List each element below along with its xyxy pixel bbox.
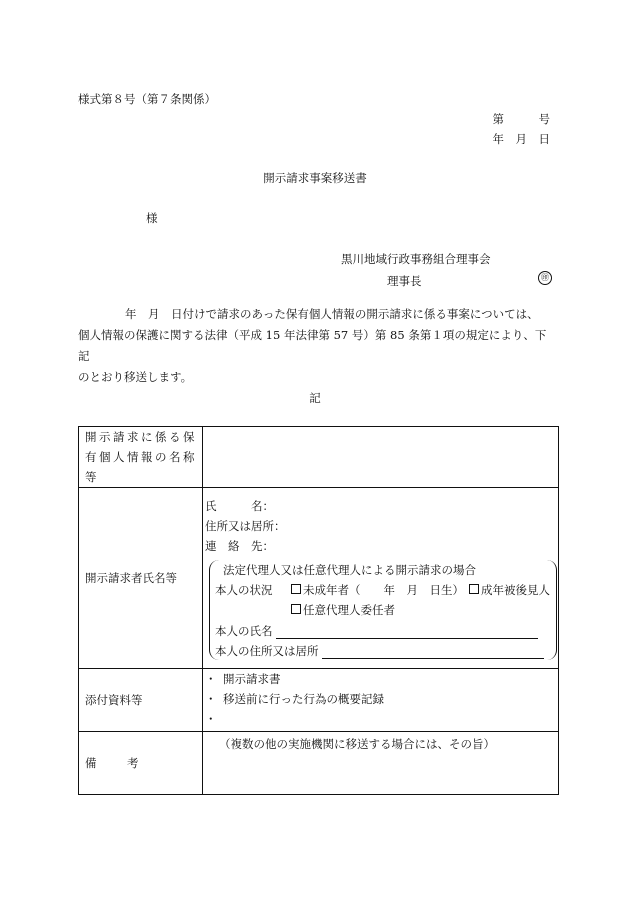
table-row	[79, 732, 559, 795]
document-date-line: 年 月 日	[492, 132, 550, 146]
adult-guardian-option[interactable]	[469, 582, 550, 598]
attachment-item-2: 移送前に行った行為の概要記録	[223, 692, 384, 706]
form-number: 様式第８号（第７条関係）	[78, 92, 216, 106]
principal-status-label: 本人の状況	[215, 583, 273, 597]
minor-option[interactable]	[291, 582, 464, 598]
remarks-label-1: 備	[85, 756, 97, 770]
adult-guardian-option-label: 成年被後見人	[481, 583, 550, 597]
principal-address-row	[215, 643, 544, 659]
remarks-label-2: 考	[127, 756, 139, 770]
table-row	[79, 488, 559, 669]
proxy-heading: 法定代理人又は任意代理人による開示請求の場合	[223, 563, 476, 577]
principal-name-field[interactable]	[276, 626, 538, 639]
document-title: 開示請求事案移送書	[263, 171, 367, 185]
name-label: 氏 名：	[205, 499, 274, 513]
bullet: ・	[205, 672, 217, 686]
principal-address-field[interactable]	[322, 646, 544, 659]
minor-option-label: 未成年者（ 年 月 日生）	[303, 583, 464, 597]
addressee: 様	[146, 211, 158, 225]
agent-option-label: 任意代理人委任者	[303, 603, 395, 617]
attachment-item-1: 開示請求書	[223, 672, 281, 686]
body-text	[78, 304, 552, 388]
agent-option[interactable]	[291, 602, 395, 618]
address-label: 住所又は居所：	[205, 519, 286, 533]
remarks-label	[79, 732, 203, 795]
adult-guardian-checkbox[interactable]	[469, 584, 479, 594]
principal-name-row	[215, 623, 538, 639]
personal-info-name-label: 開示請求に係る保有個人情報の名称等	[79, 427, 203, 488]
minor-checkbox[interactable]	[291, 584, 301, 594]
contact-label: 連 絡 先：	[205, 539, 274, 553]
seal-mark: ㊞	[538, 271, 552, 285]
remarks-note: （複数の他の実施機関に移送する場合には、その旨）	[219, 737, 495, 751]
requester-cell	[203, 488, 559, 669]
table-row	[79, 427, 559, 488]
document-number-line: 第 号	[492, 112, 550, 126]
principal-name-label: 本人の氏名	[215, 624, 273, 638]
attachments-cell	[203, 669, 559, 732]
attachments-label: 添付資料等	[79, 669, 203, 732]
sender-position: 理事長	[387, 274, 422, 288]
personal-info-name-field[interactable]	[203, 427, 559, 488]
bullet: ・	[205, 692, 217, 706]
attachment-item	[205, 711, 223, 727]
requester-label: 開示請求者氏名等	[79, 488, 203, 669]
sender-organization: 黒川地域行政事務組合理事会	[341, 252, 491, 266]
ki-heading: 記	[309, 391, 321, 405]
body-line-2: 個人情報の保護に関する法律（平成 15 年法律第 57 号）第 85 条第１項の規定により、下記	[78, 328, 547, 363]
agent-checkbox[interactable]	[291, 604, 301, 614]
bullet: ・	[205, 712, 217, 726]
principal-address-label: 本人の住所又は居所	[215, 644, 319, 658]
body-line-3: のとおり移送します。	[78, 370, 193, 384]
transfer-details-table	[78, 426, 559, 795]
body-line-1: 年 月 日付けで請求のあった保有個人情報の開示請求に係る事案については、	[125, 307, 539, 321]
attachment-item	[205, 691, 384, 707]
attachment-item	[205, 671, 281, 687]
remarks-cell[interactable]	[203, 732, 559, 795]
table-row	[79, 669, 559, 732]
